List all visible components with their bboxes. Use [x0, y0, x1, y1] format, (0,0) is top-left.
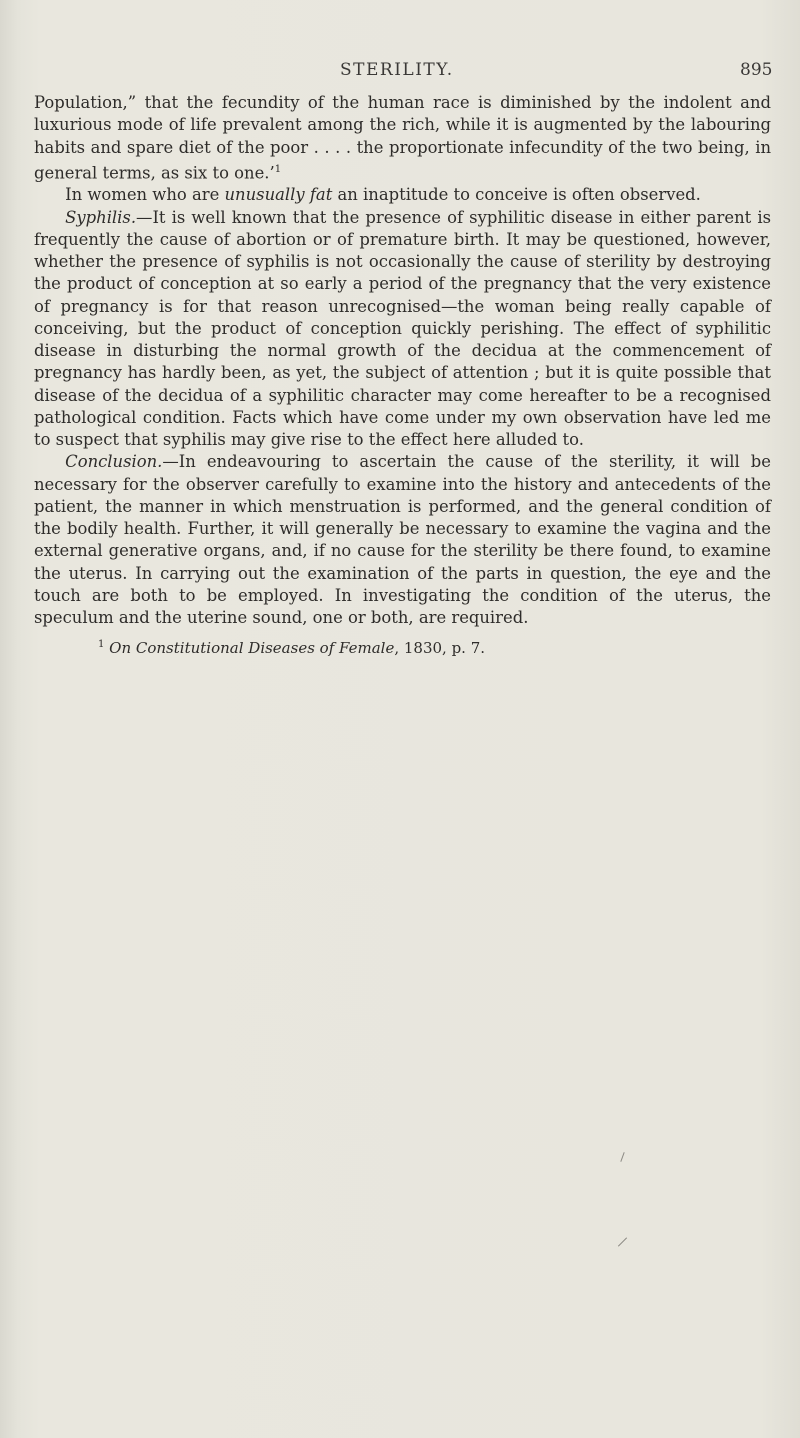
paragraph-syphilis — [34, 207, 771, 452]
syphilis-heading: Syphilis. — [65, 207, 137, 227]
conclusion-heading: Conclusion. — [65, 452, 163, 472]
obesity-emphasis: unusually fat — [224, 185, 333, 205]
footnote-citation: , 1830, p. 7. — [394, 639, 486, 658]
footnote-reference: 1 — [274, 163, 282, 175]
conclusion-text: —In endeavouring to ascertain the cause of the sterility, it will be necessary for the observer carefully to examine into the history and antecedents of the patient, the manner in which menstruation is performed, and the general condition of the bodily health. Further, it will generally be necessary to examine the vagina and the external generative organs, and, if no cause for the sterility be there found, to examine the uterus. In carrying out the examination of the parts in question, the eye and the touch are both to be employed. In investigating the condition of the uterus, the speculum and the uterine sound, one or both, are required. — [34, 452, 771, 628]
paragraph-obesity — [34, 184, 771, 206]
page-number: 895 — [740, 60, 773, 80]
footnote-title: On Constitutional Diseases of Female — [109, 639, 395, 658]
running-title: STERILITY. — [340, 60, 454, 80]
body-text — [34, 92, 771, 658]
stray-mark — [618, 1237, 627, 1246]
page-header — [0, 60, 800, 84]
paragraph-population — [34, 92, 771, 184]
paragraph-population-text: Population,” that the fecundity of the human race is diminished by the indolent and luxurious mode of life prevalent among the rich, while it is augmented by the labouring habits and spare diet of the poor . . . . the proportionate infecundity of the two being, in general terms, as six to one.’ — [34, 93, 771, 183]
obesity-text-end: an inaptitude to conceive is often observed. — [332, 185, 701, 205]
footnote-mark: 1 — [98, 639, 105, 651]
stray-mark — [620, 1152, 624, 1162]
footnote — [34, 635, 771, 658]
syphilis-text: —It is well known that the presence of syphilitic disease in either parent is frequently the cause of abortion or of premature birth. It may be questioned, however, whether the presence of syphilis is not occasionally the cause of sterility by destroying the product of conception at so early a period of the pregnancy that the very existence of pregnancy is for that reason unrecognised—the woman being really capable of conceiving, but the product of conception quickly perishing. The effect of syphilitic disease in disturbing the normal growth of the decidua at the commencement of pregnancy has hardly been, as yet, the subject of attention ; but it is quite possible that disease of the decidua of a syphilitic character may come hereafter to be a recognised pathological condition. Facts which have come under my own observation have led me to suspect that syphilis may give rise to the effect here alluded to. — [34, 207, 771, 450]
obesity-text-start: In women who are — [65, 185, 225, 205]
paragraph-conclusion — [34, 451, 771, 629]
